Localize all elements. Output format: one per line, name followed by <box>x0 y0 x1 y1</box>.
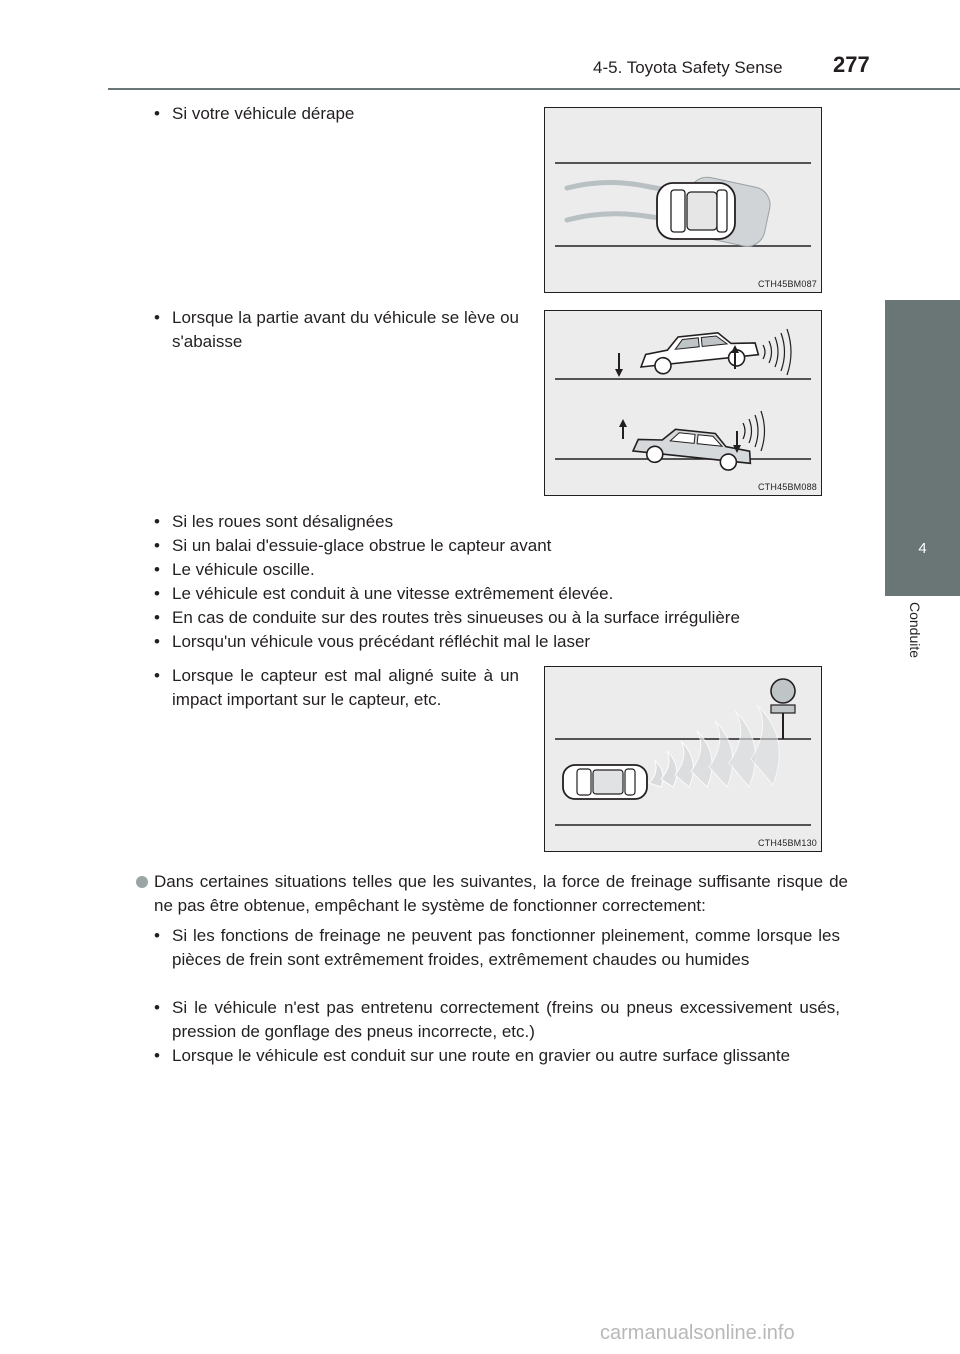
note-paragraph <box>136 870 848 918</box>
list-item <box>154 582 854 606</box>
front-tilt-illustration <box>545 311 821 495</box>
watermark: carmanualsonline.info <box>600 1322 795 1344</box>
list-item <box>154 306 519 354</box>
list-item <box>154 924 840 972</box>
bullet-dot: • <box>154 632 160 651</box>
chapter-label: Conduite <box>907 602 923 659</box>
bullet-dot: • <box>154 998 160 1017</box>
list-item <box>154 664 519 712</box>
figure-code: CTH45BM088 <box>757 482 817 492</box>
list-item-text: Lorsque le véhicule est conduit sur une route en gravier ou autre surface glissante <box>172 1046 791 1065</box>
list-item <box>154 1044 854 1068</box>
figure-code: CTH45BM130 <box>757 838 817 848</box>
list-item-text: Si votre véhicule dérape <box>172 104 355 123</box>
chapter-label-box <box>885 596 960 712</box>
bullet-dot: • <box>154 536 160 555</box>
chapter-number: 4 <box>918 540 927 557</box>
list-item-text: Lorsque la partie avant du véhicule se lève ou s'abaisse <box>172 308 519 351</box>
bullet-dot: • <box>154 104 160 123</box>
list-item <box>154 996 840 1044</box>
list-item <box>154 510 854 534</box>
list-item-text: Le véhicule est conduit à une vitesse extrêmement élevée. <box>172 584 614 603</box>
list-item <box>154 558 854 582</box>
sensor-misaligned-illustration <box>545 667 821 851</box>
list-item-text: Lorsqu'un véhicule vous précédant réfléchit mal le laser <box>172 632 591 651</box>
list-item <box>154 630 854 654</box>
section-title: 4-5. Toyota Safety Sense <box>593 58 783 77</box>
list-item-text: Le véhicule oscille. <box>172 560 315 579</box>
list-item <box>154 534 854 558</box>
list-item-text: Si les fonctions de freinage ne peuvent pas fonctionner pleinement, comme lorsque les pièces de frein sont extrêmement froides, extrêmement chaudes ou humides <box>172 926 840 969</box>
bullet-dot: • <box>154 308 160 327</box>
skidding-illustration <box>545 108 821 292</box>
header-rule <box>108 88 960 90</box>
list-item-text: Si les roues sont désalignées <box>172 512 394 531</box>
figure-front-tilt <box>544 310 822 496</box>
bullet-dot: • <box>154 512 160 531</box>
list-item-text: En cas de conduite sur des routes très sinueuses ou à la surface irrégulière <box>172 608 740 627</box>
figure-skidding <box>544 107 822 293</box>
bullet-dot: • <box>154 1046 160 1065</box>
page-number: 277 <box>833 52 870 77</box>
list-item <box>154 102 519 126</box>
figure-sensor-misaligned <box>544 666 822 852</box>
list-item <box>154 606 854 630</box>
bullet-dot: • <box>154 584 160 603</box>
bullet-dot: • <box>154 926 160 945</box>
bullet-dot: • <box>154 560 160 579</box>
figure-code: CTH45BM087 <box>757 279 817 289</box>
list-item-text: Si un balai d'essuie-glace obstrue le capteur avant <box>172 536 552 555</box>
note-text: Dans certaines situations telles que les suivantes, la force de freinage suffisante risque de ne pas être obtenue, empêchant le système de fonctionner correctement: <box>154 872 848 915</box>
list-item-text: Si le véhicule n'est pas entretenu correctement (freins ou pneus excessivement usés, pression de gonflage des pneus incorrecte, etc.) <box>172 998 840 1041</box>
bullet-dot: • <box>154 608 160 627</box>
note-bullet-icon <box>136 876 148 888</box>
list-item-text: Lorsque le capteur est mal aligné suite à un impact important sur le capteur, etc. <box>172 666 519 709</box>
bullet-dot: • <box>154 666 160 685</box>
